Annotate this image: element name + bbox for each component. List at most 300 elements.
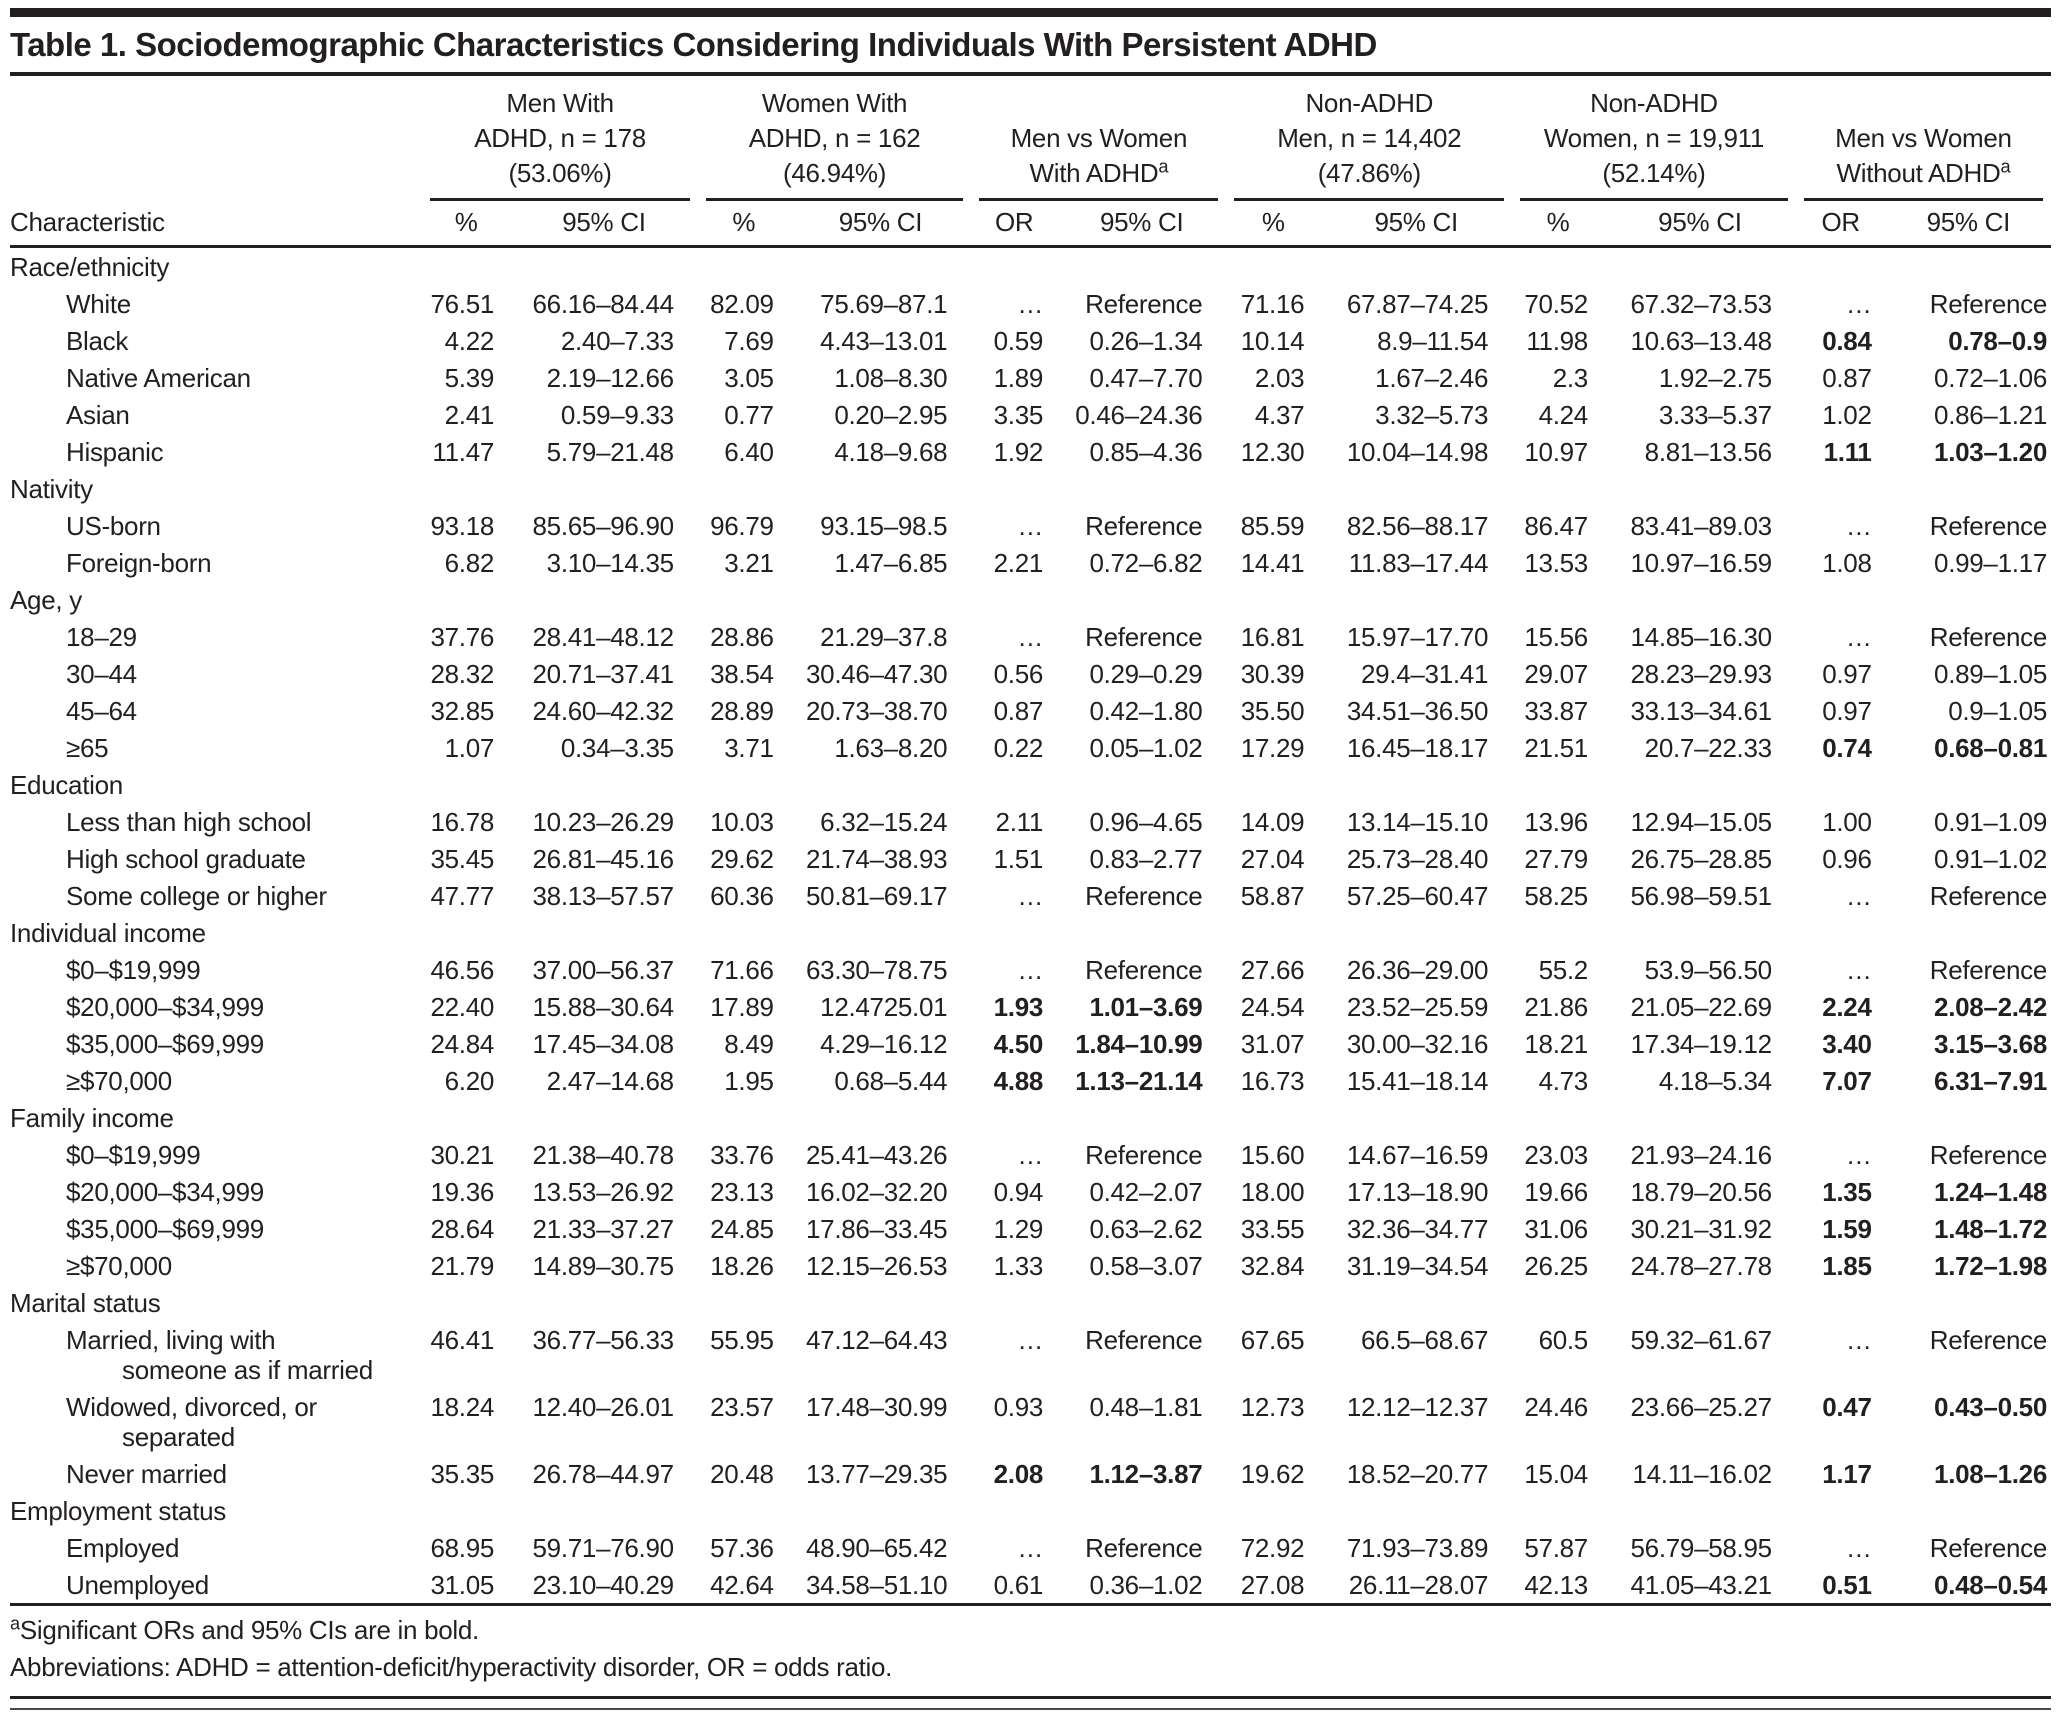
footnote-marker: a — [2000, 156, 2011, 177]
table-cell: 50.81–69.17 — [806, 880, 948, 911]
table-row — [10, 840, 2051, 877]
table-cell: 16.45–18.17 — [1346, 732, 1489, 763]
row-label-line: ≥$70,000 — [66, 1250, 172, 1281]
row-label-line: Less than high school — [66, 806, 312, 837]
group-label-line: Non-ADHD — [1305, 88, 1434, 118]
table-row — [10, 1247, 2051, 1284]
table-cell: 26.75–28.85 — [1630, 843, 1772, 874]
table-cell: 1.00 — [1822, 806, 1872, 837]
table-cell: 30.46–47.30 — [806, 658, 948, 689]
row-label — [10, 1210, 422, 1247]
table-cell: 1.48–1.72 — [1934, 1213, 2047, 1244]
table-cell: 34.51–36.50 — [1346, 695, 1489, 726]
row-label-line: $20,000–$34,999 — [66, 1176, 264, 1207]
section-label: Family income — [10, 1102, 174, 1133]
section-row — [10, 247, 2051, 286]
table-row — [10, 396, 2051, 433]
section-row — [10, 1492, 2051, 1529]
table-cell: 14.11–16.02 — [1632, 1458, 1772, 1489]
row-label — [10, 951, 422, 988]
table-cell: 16.02–32.20 — [806, 1176, 948, 1207]
table-cell: 31.06 — [1524, 1213, 1588, 1244]
table-cell: 10.03 — [710, 806, 774, 837]
table-cell: 0.96–4.65 — [1089, 806, 1203, 837]
table-cell: … — [1017, 288, 1044, 319]
table-cell: 13.77–29.35 — [806, 1458, 948, 1489]
table-cell: 0.56 — [993, 658, 1044, 689]
row-label-line: Never married — [66, 1458, 227, 1489]
table-cell: 2.41 — [444, 399, 495, 430]
table-cell: 53.9–56.50 — [1644, 954, 1772, 985]
group-label-line: ADHD, n = 162 — [748, 123, 921, 153]
column-header: % — [698, 201, 790, 247]
table-cell: Reference — [1929, 288, 2047, 319]
table-cell: 1.92–2.75 — [1658, 362, 1772, 393]
table-row — [10, 1062, 2051, 1099]
table-cell: 19.36 — [430, 1176, 495, 1207]
table-cell: 4.73 — [1538, 1065, 1588, 1096]
group-label-line: (52.14%) — [1602, 158, 1706, 188]
table-cell: 68.95 — [430, 1532, 495, 1563]
group-label-line: Men, n = 14,402 — [1277, 123, 1462, 153]
group-label-line: Non-ADHD — [1590, 88, 1718, 118]
table-cell: 1.08–1.26 — [1934, 1458, 2047, 1489]
table-cell: 58.87 — [1240, 880, 1305, 911]
table-cell: 4.29–16.12 — [820, 1028, 948, 1059]
group-label-line: Men vs Women — [1010, 123, 1188, 153]
table-cell: 67.65 — [1240, 1324, 1305, 1355]
table-cell: 26.78–44.97 — [532, 1458, 674, 1489]
table-cell: 2.19–12.66 — [546, 362, 674, 393]
table-cell: 1.17 — [1822, 1458, 1872, 1489]
table-cell: 4.88 — [993, 1065, 1044, 1096]
table-cell: … — [1845, 510, 1872, 541]
table-cell: 0.85–4.36 — [1089, 436, 1203, 467]
table-cell: 1.51 — [993, 843, 1044, 874]
table-cell: 59.32–61.67 — [1630, 1324, 1772, 1355]
table-cell: … — [1017, 621, 1044, 652]
table-cell: 15.04 — [1524, 1458, 1588, 1489]
table-cell: 3.05 — [724, 362, 774, 393]
table-cell: 93.18 — [430, 510, 495, 541]
row-label — [10, 544, 422, 581]
table-cell: 20.48 — [710, 1458, 774, 1489]
table-cell: 17.89 — [710, 991, 774, 1022]
table-cell: 29.07 — [1524, 658, 1588, 689]
table-cell: 0.22 — [993, 732, 1044, 763]
table-cell: 1.07 — [444, 732, 495, 763]
table-cell: 66.5–68.67 — [1360, 1324, 1489, 1355]
table-cell: 42.13 — [1524, 1569, 1588, 1600]
table-cell: 0.87 — [1822, 362, 1872, 393]
table-cell: 67.32–73.53 — [1630, 288, 1772, 319]
table-cell: 0.61 — [993, 1569, 1044, 1600]
table-cell: 25.41–43.26 — [806, 1139, 948, 1170]
table-cell: 3.10–14.35 — [546, 547, 674, 578]
group-label-line: With ADHD$^a$ — [1029, 156, 1169, 188]
table-cell: 14.09 — [1240, 806, 1305, 837]
table-cell: 24.60–42.32 — [532, 695, 674, 726]
table-cell: 0.9–1.05 — [1948, 695, 2047, 726]
table-cell: 1.12–3.87 — [1089, 1458, 1203, 1489]
table-cell: 21.38–40.78 — [532, 1139, 674, 1170]
row-label-line: Unemployed — [66, 1569, 209, 1600]
table-cell: 66.16–84.44 — [532, 288, 674, 319]
table-cell: 30.39 — [1240, 658, 1305, 689]
table-cell: 0.72–1.06 — [1934, 362, 2047, 393]
table-cell: Reference — [1085, 288, 1203, 319]
row-label-line: 18–29 — [66, 621, 137, 652]
table-row — [10, 618, 2051, 655]
table-cell: 4.24 — [1538, 399, 1588, 430]
table-cell: 0.72–6.82 — [1089, 547, 1203, 578]
table-cell: 31.19–34.54 — [1346, 1250, 1489, 1281]
table-cell: 47.77 — [430, 880, 495, 911]
table-cell: 1.11 — [1823, 436, 1872, 467]
table-cell: 3.35 — [993, 399, 1044, 430]
table-cell: 83.41–89.03 — [1630, 510, 1772, 541]
table-cell: 10.23–26.29 — [532, 806, 674, 837]
column-header: 95% CI — [510, 201, 698, 247]
table-cell: 1.47–6.85 — [834, 547, 948, 578]
table-cell: 70.52 — [1524, 288, 1588, 319]
table-cell: 0.59–9.33 — [560, 399, 674, 430]
table-cell: 71.66 — [710, 954, 774, 985]
row-label-line: US-born — [66, 510, 161, 541]
table-cell: 2.03 — [1254, 362, 1305, 393]
row-label-line: $35,000–$69,999 — [66, 1028, 264, 1059]
table-cell: 0.26–1.34 — [1089, 325, 1203, 356]
section-row — [10, 470, 2051, 507]
row-label — [10, 803, 422, 840]
table-cell: 4.18–5.34 — [1658, 1065, 1772, 1096]
table-cell: 10.04–14.98 — [1346, 436, 1489, 467]
table-row — [10, 1388, 2051, 1455]
table-cell: 21.74–38.93 — [806, 843, 948, 874]
table-cell: 0.29–0.29 — [1089, 658, 1203, 689]
table-cell: 4.43–13.01 — [820, 325, 948, 356]
table-row — [10, 507, 2051, 544]
row-label — [10, 1321, 422, 1388]
table-cell: 56.98–59.51 — [1630, 880, 1772, 911]
table-cell: Reference — [1929, 1324, 2047, 1355]
row-label-line: Asian — [66, 399, 130, 430]
table-cell: 11.98 — [1526, 325, 1588, 356]
row-label — [10, 433, 422, 470]
table-cell: … — [1017, 1139, 1044, 1170]
table-cell: 24.78–27.78 — [1630, 1250, 1772, 1281]
table-row — [10, 544, 2051, 581]
table-cell: 2.21 — [993, 547, 1044, 578]
table-cell: 18.26 — [710, 1250, 774, 1281]
table-cell: 38.54 — [710, 658, 774, 689]
table-cell: 0.89–1.05 — [1934, 658, 2047, 689]
column-group-header — [698, 76, 971, 201]
table-cell: 47.12–64.43 — [806, 1324, 948, 1355]
table-row — [10, 1455, 2051, 1492]
group-label-line: Women, n = 19,911 — [1543, 123, 1765, 153]
table-cell: … — [1845, 1139, 1872, 1170]
table-cell: 0.94 — [993, 1176, 1044, 1207]
table-cell: 11.83–17.44 — [1348, 547, 1489, 578]
table-cell: 22.40 — [430, 991, 495, 1022]
table-cell: 0.97 — [1822, 658, 1872, 689]
table-cell: 2.3 — [1552, 362, 1588, 393]
row-label — [10, 1247, 422, 1284]
table-cell: Reference — [1085, 621, 1203, 652]
table-cell: 1.29 — [993, 1213, 1044, 1244]
table-cell: Reference — [1085, 1532, 1203, 1563]
row-label-line: someone as if married — [122, 1354, 373, 1385]
table-cell: 2.11 — [995, 806, 1044, 837]
group-label-line: (46.94%) — [783, 158, 887, 188]
table-cell: 0.84 — [1822, 325, 1872, 356]
column-header: % — [422, 201, 510, 247]
table-cell: 26.25 — [1524, 1250, 1588, 1281]
group-label-line: Without ADHD$^a$ — [1836, 156, 2011, 188]
table-cell: 35.35 — [430, 1458, 495, 1489]
table-cell: 0.91–1.02 — [1934, 843, 2047, 874]
table-cell: 0.51 — [1822, 1569, 1872, 1600]
row-label — [10, 877, 422, 914]
row-label — [10, 988, 422, 1025]
table-cell: 12.94–15.05 — [1630, 806, 1772, 837]
table-cell: 18.21 — [1524, 1028, 1588, 1059]
column-group-header — [1796, 76, 2051, 201]
table-cell: 1.33 — [993, 1250, 1044, 1281]
table-cell: 0.78–0.9 — [1948, 325, 2047, 356]
column-header: 95% CI — [790, 201, 972, 247]
table-cell: 0.05–1.02 — [1089, 732, 1203, 763]
table-cell: 55.95 — [710, 1324, 774, 1355]
table-cell: 26.11–28.07 — [1348, 1569, 1489, 1600]
table-cell: Reference — [1929, 621, 2047, 652]
row-label — [10, 1173, 422, 1210]
table-title: Table 1. Sociodemographic Characteristics Considering Individuals With Persistent ADHD — [10, 26, 1377, 63]
table-cell: 24.85 — [710, 1213, 774, 1244]
table-cell: 28.89 — [710, 695, 774, 726]
table-cell: 18.00 — [1240, 1176, 1305, 1207]
table-cell: 5.39 — [444, 362, 495, 393]
table-cell: 29.4–31.41 — [1360, 658, 1489, 689]
table-cell: 0.63–2.62 — [1089, 1213, 1203, 1244]
table-cell: 28.41–48.12 — [532, 621, 674, 652]
table-cell: … — [1017, 1532, 1044, 1563]
table-cell: 3.32–5.73 — [1375, 399, 1489, 430]
section-label: Age, y — [10, 584, 82, 615]
table-cell: Reference — [1085, 1324, 1203, 1355]
row-label — [10, 396, 422, 433]
column-group-label — [1234, 86, 1504, 201]
table-cell: Reference — [1085, 1139, 1203, 1170]
row-label-line: separated — [122, 1421, 235, 1452]
table-cell: 18.79–20.56 — [1630, 1176, 1772, 1207]
table-cell: 24.46 — [1524, 1391, 1588, 1422]
table-cell: 0.87 — [993, 695, 1044, 726]
row-label — [10, 618, 422, 655]
table-cell: 31.05 — [430, 1569, 495, 1600]
bottom-rule-thin — [10, 1708, 2051, 1710]
section-row — [10, 766, 2051, 803]
table-cell: 20.7–22.33 — [1644, 732, 1772, 763]
table-cell: Reference — [1085, 954, 1203, 985]
table-cell: 6.82 — [444, 547, 495, 578]
table-cell: 4.37 — [1254, 399, 1305, 430]
table-cell: 15.60 — [1240, 1139, 1305, 1170]
table-cell: 28.86 — [710, 621, 774, 652]
table-cell: 34.58–51.10 — [806, 1569, 948, 1600]
group-label-line: Men vs Women — [1835, 123, 2012, 153]
table-cell: 33.87 — [1524, 695, 1588, 726]
table-cell: 0.83–2.77 — [1089, 843, 1203, 874]
table-cell: 93.15–98.5 — [820, 510, 948, 541]
column-header: 95% CI — [1057, 201, 1226, 247]
footnote-text: Significant ORs and 95% CIs are in bold. — [19, 1615, 479, 1645]
table-cell: 5.79–21.48 — [546, 436, 674, 467]
table-cell: 12.4725.01 — [820, 991, 948, 1022]
table-cell: 0.34–3.35 — [560, 732, 674, 763]
table-cell: 1.13–21.14 — [1075, 1065, 1203, 1096]
table-cell: 0.68–5.44 — [834, 1065, 948, 1096]
table-cell: 0.47 — [1822, 1391, 1872, 1422]
row-label — [10, 1566, 422, 1603]
column-header: % — [1512, 201, 1604, 247]
table-cell: 37.76 — [430, 621, 495, 652]
table-cell: 0.93 — [993, 1391, 1044, 1422]
table-row — [10, 988, 2051, 1025]
table-cell: 60.36 — [710, 880, 774, 911]
column-header: OR — [1796, 201, 1886, 247]
row-label — [10, 507, 422, 544]
table-cell: 0.97 — [1822, 695, 1872, 726]
row-label-line: 30–44 — [66, 658, 137, 689]
table-cell: 0.48–1.81 — [1089, 1391, 1203, 1422]
table-body — [10, 247, 2051, 1604]
row-label — [10, 359, 422, 396]
row-label-line: Employed — [66, 1532, 180, 1563]
table-cell: 1.93 — [993, 991, 1044, 1022]
table-cell: 16.81 — [1240, 621, 1305, 652]
table-cell: 24.84 — [430, 1028, 495, 1059]
table-row — [10, 1210, 2051, 1247]
table-cell: 0.47–7.70 — [1089, 362, 1203, 393]
table-row — [10, 951, 2051, 988]
table-cell: 17.29 — [1240, 732, 1305, 763]
table-cell: 75.69–87.1 — [820, 288, 948, 319]
table-cell: 76.51 — [430, 288, 495, 319]
row-label — [10, 729, 422, 766]
section-label: Nativity — [10, 473, 93, 504]
table-cell: 12.15–26.53 — [806, 1250, 948, 1281]
table-cell: 21.33–37.27 — [532, 1213, 674, 1244]
table-cell: 32.85 — [430, 695, 495, 726]
table-cell: 6.20 — [444, 1065, 495, 1096]
column-group-label — [1520, 86, 1788, 201]
group-label-line: Men With — [506, 88, 614, 118]
table-cell: 28.64 — [430, 1213, 495, 1244]
table-cell: 0.59 — [993, 325, 1044, 356]
row-label-line: $0–$19,999 — [66, 954, 201, 985]
table-cell: 16.73 — [1240, 1065, 1305, 1096]
table-cell: 28.32 — [430, 658, 495, 689]
table-cell: 67.87–74.25 — [1346, 288, 1489, 319]
section-row — [10, 914, 2051, 951]
table-cell: 31.07 — [1240, 1028, 1305, 1059]
table-cell: … — [1845, 1532, 1872, 1563]
sociodemographic-table — [10, 76, 2051, 1603]
table-cell: 0.20–2.95 — [834, 399, 948, 430]
column-header: % — [1226, 201, 1320, 247]
table-cell: 1.08 — [1822, 547, 1872, 578]
table-cell: 3.71 — [724, 732, 774, 763]
table-cell: 12.30 — [1240, 436, 1305, 467]
table-cell: 71.16 — [1240, 288, 1305, 319]
row-label — [10, 1455, 422, 1492]
table-cell: 42.64 — [710, 1569, 774, 1600]
table-cell: 13.53 — [1524, 547, 1588, 578]
table-cell: 0.86–1.21 — [1934, 399, 2047, 430]
table-cell: … — [1845, 621, 1872, 652]
row-label-line: Native American — [66, 362, 251, 393]
table-cell: Reference — [1929, 1139, 2047, 1170]
table-cell: 21.79 — [430, 1250, 495, 1281]
section-label: Individual income — [10, 917, 206, 948]
table-cell: 63.30–78.75 — [806, 954, 948, 985]
table-cell: 23.57 — [710, 1391, 774, 1422]
row-label — [10, 1136, 422, 1173]
table-cell: 1.08–8.30 — [834, 362, 948, 393]
section-label: Marital status — [10, 1287, 161, 1318]
abbreviations-footnote: Abbreviations: ADHD = attention-deficit/hyperactivity disorder, OR = odds ratio. — [10, 1652, 893, 1682]
table-cell: 1.72–1.98 — [1934, 1250, 2047, 1281]
table-cell: 1.89 — [993, 362, 1044, 393]
table-cell: 28.23–29.93 — [1630, 658, 1772, 689]
table-cell: 3.21 — [724, 547, 774, 578]
table-cell: 85.59 — [1240, 510, 1305, 541]
table-cell: 32.36–34.77 — [1346, 1213, 1489, 1244]
row-label-line: $0–$19,999 — [66, 1139, 201, 1170]
table-cell: 37.00–56.37 — [532, 954, 674, 985]
table-cell: 2.40–7.33 — [560, 325, 674, 356]
table-cell: 20.73–38.70 — [806, 695, 948, 726]
table-cell: 72.92 — [1240, 1532, 1305, 1563]
table-cell: 15.88–30.64 — [532, 991, 674, 1022]
table-cell: 14.41 — [1240, 547, 1305, 578]
table-cell: 30.21–31.92 — [1630, 1213, 1772, 1244]
table-cell: 33.55 — [1240, 1213, 1305, 1244]
table-cell: 1.24–1.48 — [1934, 1176, 2047, 1207]
paper-table-figure — [0, 8, 2061, 1710]
table-cell: 17.86–33.45 — [806, 1213, 948, 1244]
table-cell: 41.05–43.21 — [1630, 1569, 1772, 1600]
table-row — [10, 285, 2051, 322]
row-label-line: Widowed, divorced, or — [66, 1391, 317, 1422]
table-cell: 11.47 — [432, 436, 495, 467]
table-row — [10, 729, 2051, 766]
table-cell: 1.85 — [1822, 1250, 1872, 1281]
bottom-rule — [10, 1696, 2051, 1699]
table-cell: 4.18–9.68 — [834, 436, 948, 467]
table-cell: 86.47 — [1524, 510, 1588, 541]
table-cell: 27.66 — [1240, 954, 1305, 985]
table-header — [10, 76, 2051, 247]
table-cell: 30.00–32.16 — [1346, 1028, 1489, 1059]
table-cell: 8.81–13.56 — [1644, 436, 1772, 467]
table-cell: 6.40 — [724, 436, 774, 467]
column-header: 95% CI — [1604, 201, 1796, 247]
table-cell: 26.81–45.16 — [532, 843, 674, 874]
row-label — [10, 285, 422, 322]
